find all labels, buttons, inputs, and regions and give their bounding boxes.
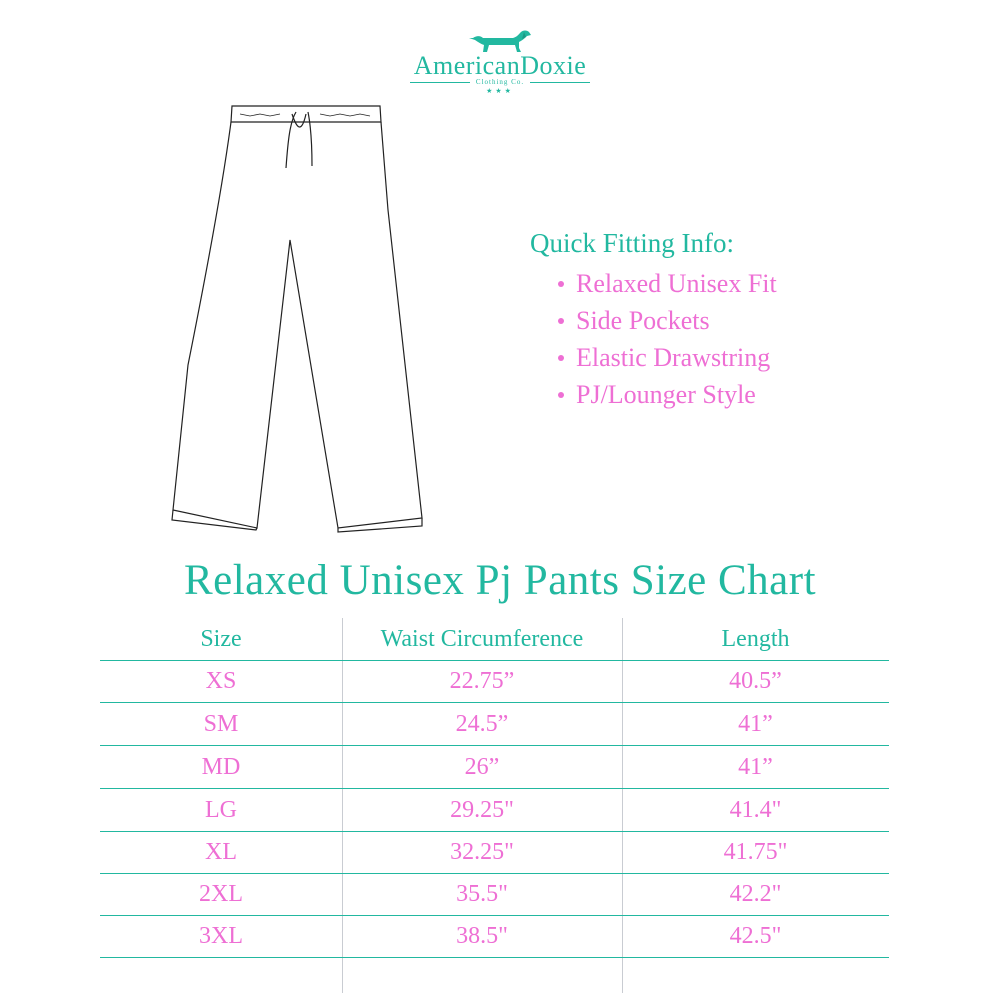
chart-title: Relaxed Unisex Pj Pants Size Chart (183, 557, 817, 604)
table-row (100, 746, 889, 789)
table-row (100, 915, 889, 958)
pants-illustration (160, 100, 440, 540)
cell-size: XL (205, 838, 237, 865)
quick-fitting-info (530, 228, 777, 413)
cell-length: 41” (738, 753, 773, 780)
header-length: Length (721, 625, 790, 652)
fitting-item-label: Relaxed Unisex Fit (576, 268, 777, 298)
fitting-list (530, 265, 777, 413)
cell-waist: 24.5” (455, 710, 509, 737)
quick-fitting-title: Quick Fitting Info: (530, 228, 734, 258)
cell-waist: 32.25" (450, 838, 514, 865)
cell-size: 2XL (199, 880, 243, 907)
cell-size: SM (203, 710, 239, 737)
brand-subtitle-text: Clothing Co. (475, 78, 525, 86)
dachshund-icon (467, 26, 533, 54)
cell-size: MD (201, 753, 241, 780)
fitting-item (558, 376, 777, 413)
cell-length: 41.4" (729, 796, 782, 823)
brand-logo (395, 26, 605, 106)
cell-size: LG (205, 796, 237, 823)
size-chart-table (100, 618, 889, 993)
table-row (100, 789, 889, 832)
cell-waist: 38.5" (456, 922, 508, 949)
bullet-icon (558, 392, 564, 398)
table-row (100, 703, 889, 746)
table-row (100, 660, 889, 703)
cell-waist: 22.75” (449, 667, 515, 694)
cell-size: XS (205, 667, 237, 694)
cell-length: 42.2" (729, 880, 782, 907)
cell-length: 41.75" (723, 838, 788, 865)
brand-stars: ★★★ (486, 87, 514, 95)
header-waist: Waist Circumference (380, 625, 584, 652)
cell-length: 41” (738, 710, 773, 737)
fitting-item-label: PJ/Lounger Style (576, 379, 756, 409)
fitting-item (558, 302, 777, 339)
cell-waist: 29.25" (450, 796, 514, 823)
table-row (100, 873, 889, 916)
fitting-item-label: Elastic Drawstring (576, 342, 771, 372)
bullet-icon (558, 281, 564, 287)
bullet-icon (558, 355, 564, 361)
fitting-item (558, 339, 777, 376)
table-row (100, 831, 889, 874)
header-size: Size (200, 625, 242, 652)
fitting-item (558, 265, 777, 302)
cell-length: 42.5" (729, 922, 782, 949)
fitting-item-label: Side Pockets (576, 305, 710, 335)
cell-waist: 26” (464, 753, 500, 780)
bullet-icon (558, 318, 564, 324)
cell-length: 40.5” (729, 667, 782, 694)
table-header (100, 618, 889, 661)
cell-waist: 35.5" (456, 880, 508, 907)
cell-size: 3XL (199, 922, 243, 949)
brand-name: AmericanDoxie (413, 51, 587, 80)
